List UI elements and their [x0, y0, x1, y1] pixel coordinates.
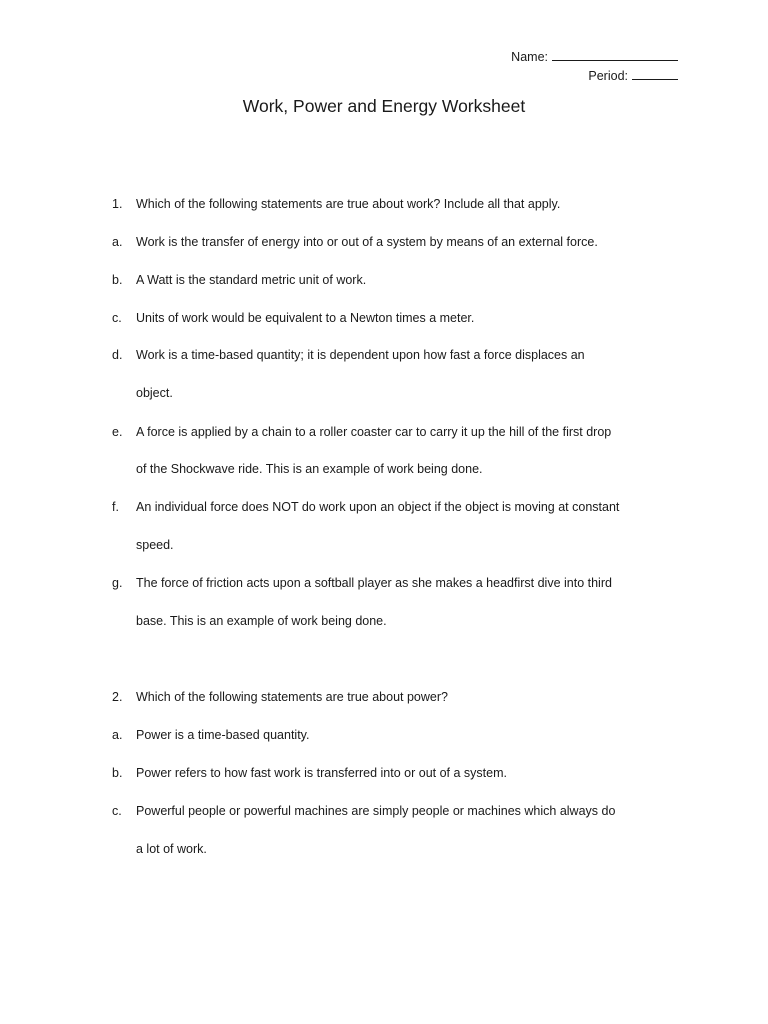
period-blank-line[interactable] [632, 67, 678, 80]
option-text: Units of work would be equivalent to a Newton times a meter. [136, 311, 475, 325]
option-text: Power refers to how fast work is transferred into or out of a system. [136, 766, 507, 780]
option-letter: a. [112, 728, 123, 742]
option-text: Power is a time-based quantity. [136, 728, 310, 742]
option-letter: b. [112, 766, 123, 780]
option-letter: e. [112, 425, 123, 439]
period-field[interactable] [588, 67, 678, 84]
option-letter: a. [112, 235, 123, 249]
option-text-line-1: An individual force does NOT do work upon an object if the object is moving at constant [136, 500, 620, 514]
option-letter: c. [112, 804, 122, 818]
question-prompt: Which of the following statements are true about work? Include all that apply. [136, 197, 561, 211]
option-text-line-2: a lot of work. [136, 842, 207, 856]
option-text-line-1: Powerful people or powerful machines are simply people or machines which always do [136, 804, 616, 818]
option-text: Work is the transfer of energy into or out of a system by means of an external force. [136, 235, 598, 249]
option-letter: c. [112, 311, 122, 325]
question-number: 2. [112, 690, 123, 704]
option-text: A Watt is the standard metric unit of work. [136, 273, 367, 287]
name-label: Name: [511, 50, 548, 64]
question-prompt: Which of the following statements are true about power? [136, 690, 448, 704]
option-text-line-1: Work is a time-based quantity; it is dependent upon how fast a force displaces an [136, 348, 585, 362]
option-letter: f. [112, 500, 119, 514]
option-text-line-1: The force of friction acts upon a softball player as she makes a headfirst dive into third [136, 576, 612, 590]
period-label: Period: [588, 69, 628, 83]
worksheet-title: Work, Power and Energy Worksheet [242, 96, 526, 116]
question-number: 1. [112, 197, 123, 211]
name-blank-line[interactable] [552, 48, 678, 61]
option-letter: g. [112, 576, 123, 590]
option-text-line-2: object. [136, 386, 173, 400]
option-text-line-2: speed. [136, 538, 174, 552]
option-text-line-2: base. This is an example of work being done. [136, 614, 387, 628]
name-field[interactable] [511, 48, 678, 65]
option-text-line-2: of the Shockwave ride. This is an example of work being done. [136, 462, 483, 476]
option-letter: b. [112, 273, 123, 287]
option-letter: d. [112, 348, 123, 362]
option-text-line-1: A force is applied by a chain to a roller coaster car to carry it up the hill of the first drop [136, 425, 612, 439]
